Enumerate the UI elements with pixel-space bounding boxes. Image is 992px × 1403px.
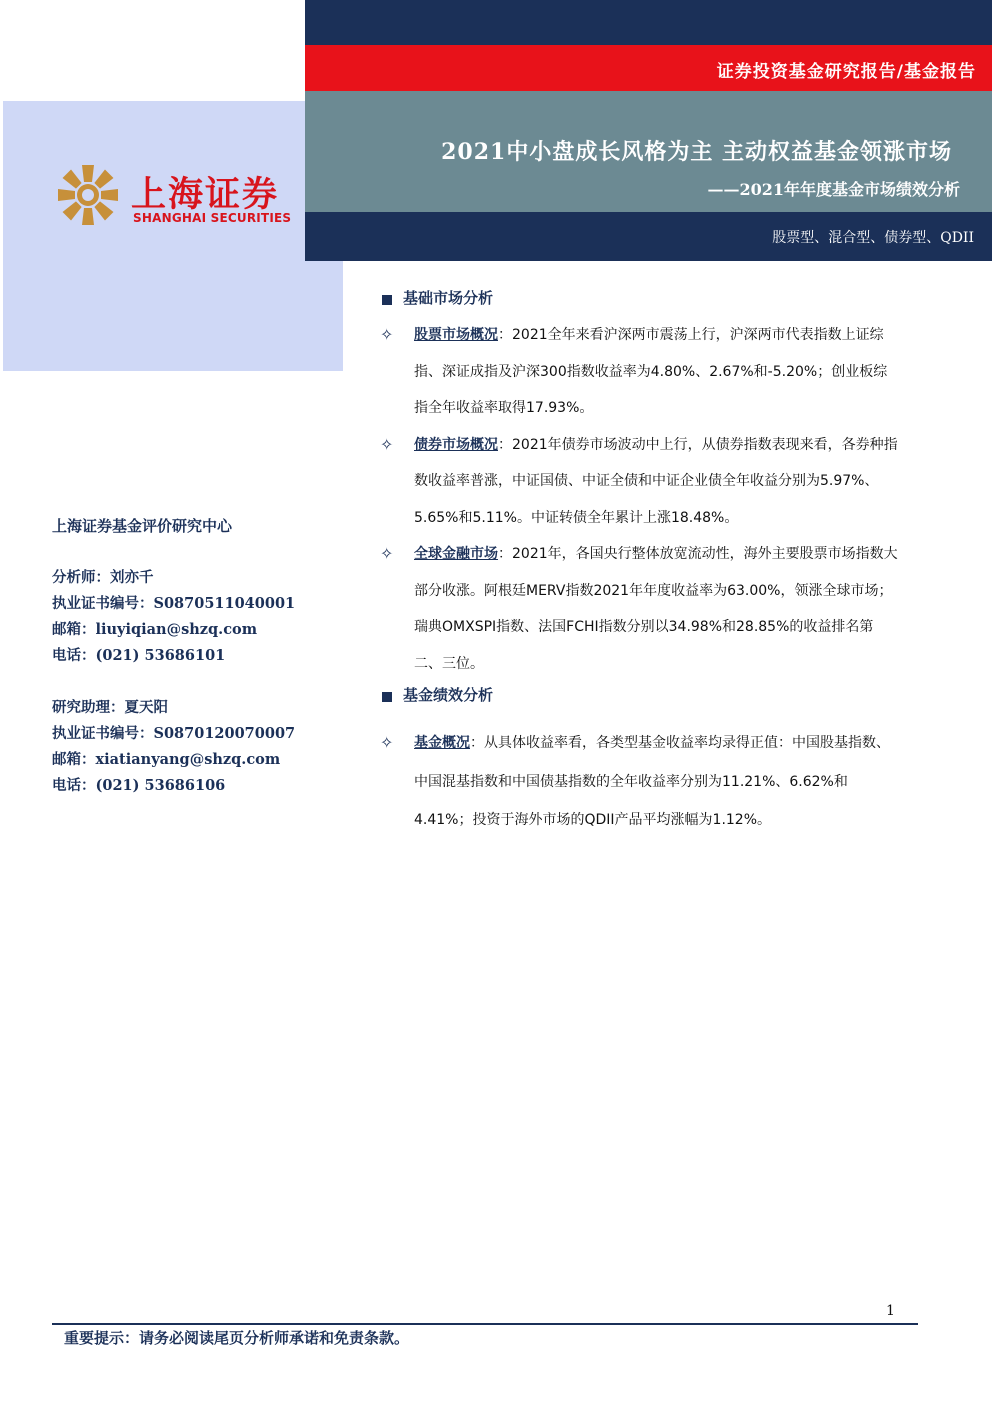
header-tags-band	[305, 212, 992, 261]
header-category-band	[305, 45, 992, 91]
footer-divider	[52, 1323, 918, 1325]
logo-text-cn: 上海证券	[131, 175, 280, 215]
diamond-bullet-icon: ✧	[380, 434, 394, 454]
analyst-phone: 电话：(021) 53686101	[52, 647, 226, 664]
header-title-band	[305, 91, 992, 212]
analyst-info	[52, 515, 342, 799]
paragraph-fund-overview	[380, 724, 900, 840]
paragraph-stock-market	[380, 317, 900, 427]
assistant-cert: 执业证书编号：S0870120070007	[52, 725, 296, 742]
diamond-bullet-icon: ✧	[380, 325, 394, 344]
assistant-name: 研究助理：夏天阳	[52, 699, 168, 716]
logo-panel	[3, 101, 305, 371]
stock-market-label: 股票市场概况	[414, 327, 498, 343]
logo-text-en: SHANGHAI SECURITIES	[133, 211, 292, 225]
square-bullet-icon	[382, 692, 392, 702]
global-market-label: 全球金融市场	[414, 546, 498, 562]
research-center-name: 上海证券基金评价研究中心	[52, 517, 233, 535]
header-top-band	[305, 0, 992, 45]
fund-overview-text: ：从具体收益率看，各类型基金收益率均录得正值：中国股基指数、中国混基指数和中国债基指数的全年收益率分别为11.21%、6.62%和4.41%；投资于海外市场的QDII产品平均涨幅为1.12%。	[414, 735, 890, 828]
spacer	[52, 669, 342, 695]
logo-panel-extension	[305, 261, 343, 371]
page-number: 1	[886, 1303, 895, 1319]
shanghai-securities-logo-icon	[56, 163, 120, 227]
report-category: 证券投资基金研究报告/基金报告	[716, 62, 976, 82]
bond-market-text: ：2021年债券市场波动中上行，从债券指数表现来看，各券种指数收益率普涨，中证国债、中证全债和中证企业债全年收益分别为5.97%、5.65%和5.11%。中证转债全年累计上涨18.48%。	[414, 436, 898, 526]
section-heading-fund: 基金绩效分析	[380, 684, 900, 724]
analyst-cert: 执业证书编号：S0870511040001	[52, 595, 296, 612]
paragraph-global-market	[380, 536, 900, 682]
diamond-bullet-icon: ✧	[380, 733, 394, 752]
section-heading-market: 基础市场分析	[380, 287, 900, 317]
analyst-email[interactable]: 邮箱：liuyiqian@shzq.com	[52, 621, 258, 638]
global-market-text: ：2021年，各国央行整体放宽流动性，海外主要股票市场指数大部分收涨。阿根廷MERV指数2021年年度收益率为63.00%，领涨全球市场；瑞典OMXSPI指数、法国FCHI指数分别以34.98%和28.85%的收益排名第二、三位。	[414, 546, 898, 672]
square-bullet-icon	[382, 295, 392, 305]
paragraph-bond-market	[380, 427, 900, 537]
diamond-bullet-icon: ✧	[380, 544, 394, 563]
report-title: 2021中小盘成长风格为主 主动权益基金领涨市场	[441, 139, 952, 165]
bond-market-label: 债券市场概况	[414, 436, 498, 453]
assistant-phone: 电话：(021) 53686106	[52, 777, 226, 794]
fund-type-tags: 股票型、混合型、债券型、QDII	[772, 230, 974, 246]
assistant-email[interactable]: 邮箱：xiatianyang@shzq.com	[52, 751, 281, 768]
analyst-name: 分析师：刘亦千	[52, 569, 154, 586]
report-subtitle: ——2021年年度基金市场绩效分析	[707, 180, 960, 199]
disclaimer-note: 重要提示：请务必阅读尾页分析师承诺和免责条款。	[64, 1329, 410, 1347]
report-summary	[380, 287, 900, 840]
stock-market-text: ：2021全年来看沪深两市震荡上行，沪深两市代表指数上证综指、深证成指及沪深300指数收益率为4.80%、2.67%和-5.20%；创业板综指全年收益率取得17.93%。	[414, 327, 888, 416]
fund-overview-label: 基金概况	[414, 735, 470, 751]
